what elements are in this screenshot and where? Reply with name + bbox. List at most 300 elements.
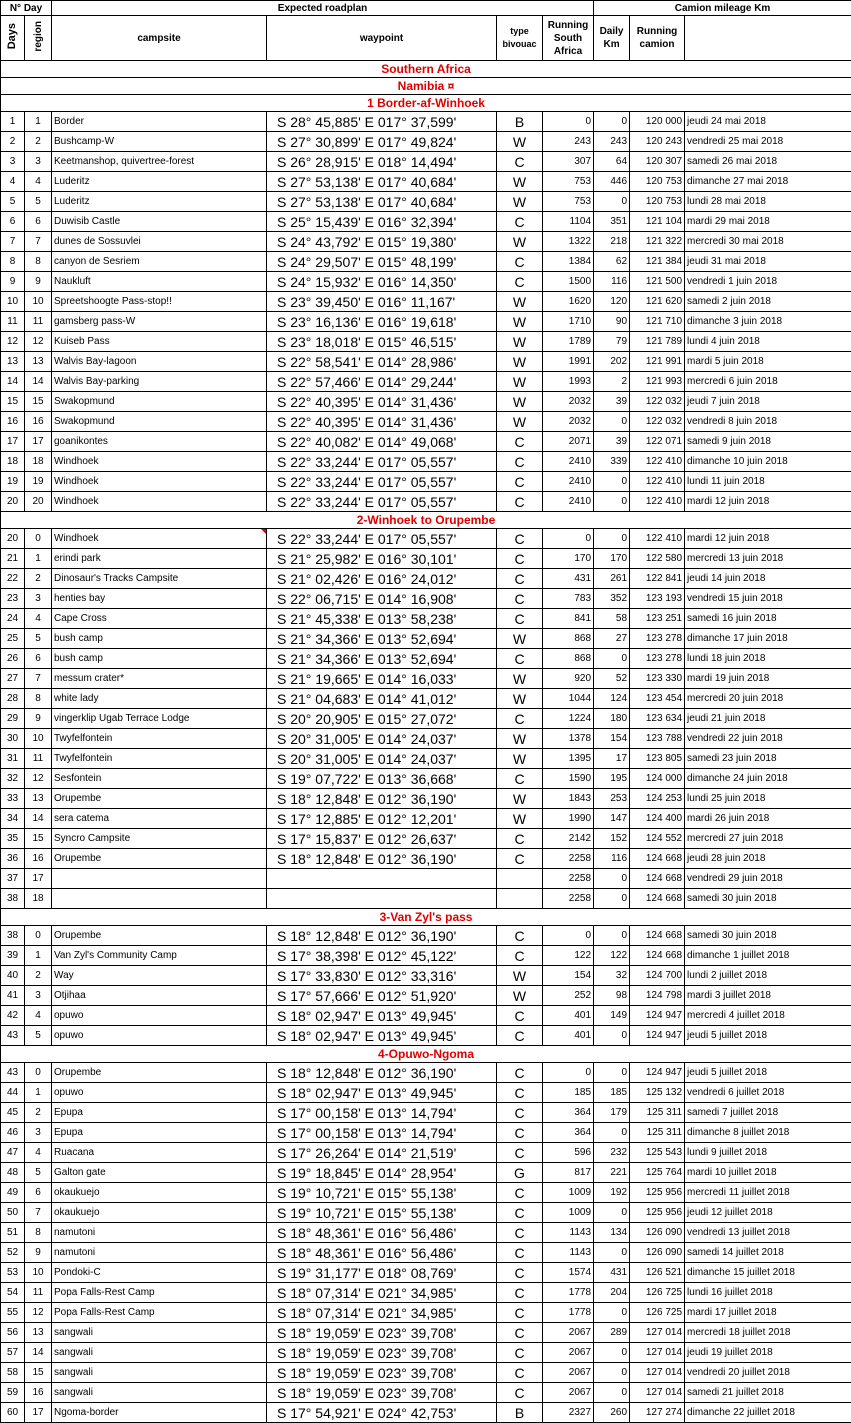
region-cell: 11 [25,1283,52,1303]
date-cell: mardi 10 juillet 2018 [685,1163,851,1183]
table-row [1,809,851,829]
daily-km-cell: 192 [594,1183,630,1203]
running-sa-cell: 2410 [543,452,594,472]
day-cell: 43 [1,1026,25,1046]
region-cell: 5 [25,629,52,649]
date-cell: samedi 23 juin 2018 [685,749,851,769]
running-sa-cell: 1991 [543,352,594,372]
day-cell: 42 [1,1006,25,1026]
date-cell: mercredi 27 juin 2018 [685,829,851,849]
running-sa-cell: 1789 [543,332,594,352]
waypoint-cell: S 18° 07,314' E 021° 34,985' [267,1283,497,1303]
day-cell: 18 [1,452,25,472]
region-cell: 1 [25,112,52,132]
campsite-cell: Otjihaa [52,986,267,1006]
daily-km-cell: 446 [594,172,630,192]
running-sa-cell: 1322 [543,232,594,252]
day-cell: 3 [1,152,25,172]
day-cell: 7 [1,232,25,252]
section-header-row [1,909,851,926]
running-sa-cell: 2258 [543,889,594,909]
waypoint-cell: S 19° 10,721' E 015° 55,138' [267,1183,497,1203]
table-row [1,1383,851,1403]
campsite-cell: vingerklip Ugab Terrace Lodge [52,709,267,729]
type-cell: C [497,432,543,452]
running-sa-cell: 841 [543,609,594,629]
day-cell: 48 [1,1163,25,1183]
running-sa-cell: 1044 [543,689,594,709]
day-cell: 57 [1,1343,25,1363]
day-cell: 17 [1,432,25,452]
table-row [1,529,851,549]
campsite-cell: canyon de Sesriem [52,252,267,272]
table-row [1,946,851,966]
region-cell: 8 [25,1223,52,1243]
waypoint-cell: S 19° 18,845' E 014° 28,954' [267,1163,497,1183]
waypoint-cell: S 22° 40,082' E 014° 49,068' [267,432,497,452]
running-sa-cell: 2327 [543,1403,594,1423]
campsite-header: campsite [52,16,267,61]
date-cell: dimanche 15 juillet 2018 [685,1263,851,1283]
running-sa-cell: 1843 [543,789,594,809]
campsite-cell: sangwali [52,1363,267,1383]
campsite-cell: namutoni [52,1223,267,1243]
type-cell [497,889,543,909]
daily-km-cell: 289 [594,1323,630,1343]
daily-km-cell: 195 [594,769,630,789]
day-cell: 50 [1,1203,25,1223]
day-cell: 16 [1,412,25,432]
running-sa-cell: 401 [543,1026,594,1046]
running-sa-cell: 401 [543,1006,594,1026]
running-sa-cell: 817 [543,1163,594,1183]
type-cell: C [497,1006,543,1026]
region-cell: 2 [25,132,52,152]
daily-km-header: Daily Km [594,16,630,61]
day-cell: 45 [1,1103,25,1123]
daily-km-cell: 351 [594,212,630,232]
waypoint-cell: S 18° 12,848' E 012° 36,190' [267,926,497,946]
type-cell: C [497,1283,543,1303]
waypoint-cell: S 25° 15,439' E 016° 32,394' [267,212,497,232]
type-cell: C [497,1303,543,1323]
table-row [1,589,851,609]
running-camion-cell: 125 132 [630,1083,685,1103]
type-cell: W [497,966,543,986]
date-cell: mardi 12 juin 2018 [685,492,851,512]
campsite-cell: Epupa [52,1123,267,1143]
running-camion-cell: 127 014 [630,1343,685,1363]
day-cell: 27 [1,669,25,689]
day-cell: 26 [1,649,25,669]
region-cell: 18 [25,889,52,909]
region-cell: 3 [25,1123,52,1143]
region-cell: 19 [25,472,52,492]
running-sa-header: Running South Africa [543,16,594,61]
waypoint-cell: S 17° 54,921' E 024° 42,753' [267,1403,497,1423]
running-camion-cell: 122 841 [630,569,685,589]
table-row [1,769,851,789]
waypoint-cell: S 17° 38,398' E 012° 45,122' [267,946,497,966]
type-cell: W [497,986,543,1006]
day-cell: 60 [1,1403,25,1423]
day-cell: 47 [1,1143,25,1163]
type-cell: C [497,1223,543,1243]
date-cell: mardi 19 juin 2018 [685,669,851,689]
running-sa-cell: 1143 [543,1223,594,1243]
region-cell: 13 [25,789,52,809]
region-cell: 20 [25,492,52,512]
type-cell: C [497,1363,543,1383]
campsite-cell: bush camp [52,649,267,669]
running-camion-cell: 124 552 [630,829,685,849]
waypoint-cell: S 21° 19,665' E 014° 16,033' [267,669,497,689]
campsite-cell: dunes de Sossuvlei [52,232,267,252]
date-cell: vendredi 13 juillet 2018 [685,1223,851,1243]
header-row-1 [1,1,851,16]
daily-km-cell: 39 [594,392,630,412]
type-cell: W [497,232,543,252]
region-cell: 6 [25,1183,52,1203]
running-sa-cell: 307 [543,152,594,172]
campsite-cell: Twyfelfontein [52,729,267,749]
running-camion-cell: 125 311 [630,1103,685,1123]
daily-km-cell: 0 [594,649,630,669]
daily-km-cell: 0 [594,192,630,212]
region-cell: 7 [25,232,52,252]
running-sa-cell: 0 [543,926,594,946]
region-cell: 10 [25,1263,52,1283]
campsite-cell: bush camp [52,629,267,649]
table-row [1,986,851,1006]
date-cell: mercredi 18 juillet 2018 [685,1323,851,1343]
date-cell: samedi 21 juillet 2018 [685,1383,851,1403]
running-camion-cell: 122 032 [630,412,685,432]
running-sa-cell: 868 [543,649,594,669]
running-camion-cell: 121 322 [630,232,685,252]
day-cell: 13 [1,352,25,372]
day-cell: 20 [1,529,25,549]
day-cell: 41 [1,986,25,1006]
running-camion-cell: 122 580 [630,549,685,569]
running-sa-cell: 2142 [543,829,594,849]
region-cell: 1 [25,1083,52,1103]
campsite-cell: Border [52,112,267,132]
running-sa-cell: 1104 [543,212,594,232]
daily-km-cell: 261 [594,569,630,589]
type-cell: W [497,689,543,709]
type-cell: W [497,352,543,372]
campsite-cell: Naukluft [52,272,267,292]
type-cell: C [497,1123,543,1143]
waypoint-cell: S 28° 45,885' E 017° 37,599' [267,112,497,132]
running-camion-cell: 125 956 [630,1183,685,1203]
running-sa-cell: 154 [543,966,594,986]
table-row [1,192,851,212]
mileage-header: Camion mileage Km [594,1,851,16]
campsite-cell: Ruacana [52,1143,267,1163]
date-cell: vendredi 1 juin 2018 [685,272,851,292]
day-cell: 37 [1,869,25,889]
campsite-cell: Windhoek [52,529,267,549]
running-camion-cell: 122 410 [630,529,685,549]
day-cell: 35 [1,829,25,849]
running-camion-cell: 120 000 [630,112,685,132]
table-row [1,709,851,729]
running-sa-cell: 1384 [543,252,594,272]
table-row [1,1303,851,1323]
campsite-cell: Kuiseb Pass [52,332,267,352]
days-header: Days [1,16,25,61]
waypoint-cell: S 22° 57,466' E 014° 29,244' [267,372,497,392]
running-sa-cell: 1143 [543,1243,594,1263]
date-cell: jeudi 7 juin 2018 [685,392,851,412]
type-cell: W [497,729,543,749]
table-row [1,152,851,172]
campsite-cell: namutoni [52,1243,267,1263]
waypoint-cell: S 24° 29,507' E 015° 48,199' [267,252,497,272]
type-cell: W [497,292,543,312]
daily-km-cell: 149 [594,1006,630,1026]
campsite-cell: Swakopmund [52,412,267,432]
day-cell: 24 [1,609,25,629]
day-cell: 20 [1,492,25,512]
running-camion-cell: 123 330 [630,669,685,689]
waypoint-header: waypoint [267,16,497,61]
daily-km-cell: 152 [594,829,630,849]
table-row [1,1283,851,1303]
running-camion-header: Running camion [630,16,685,61]
type-cell: C [497,926,543,946]
type-cell: C [497,152,543,172]
table-row [1,926,851,946]
daily-km-cell: 0 [594,472,630,492]
waypoint-cell: S 18° 12,848' E 012° 36,190' [267,849,497,869]
table-row [1,292,851,312]
daily-km-cell: 120 [594,292,630,312]
region-cell: 5 [25,192,52,212]
type-cell: C [497,472,543,492]
running-sa-cell: 1009 [543,1183,594,1203]
daily-km-cell: 185 [594,1083,630,1103]
running-camion-cell: 123 278 [630,649,685,669]
type-cell: C [497,272,543,292]
running-camion-cell: 124 000 [630,769,685,789]
waypoint-cell: S 17° 12,885' E 012° 12,201' [267,809,497,829]
region-cell: 14 [25,372,52,392]
table-row [1,649,851,669]
type-cell: W [497,332,543,352]
region-cell: 15 [25,392,52,412]
day-cell: 46 [1,1123,25,1143]
region-cell: 3 [25,589,52,609]
running-sa-cell: 431 [543,569,594,589]
day-cell: 2 [1,132,25,152]
type-cell: C [497,849,543,869]
region-cell: 0 [25,1063,52,1083]
day-cell: 59 [1,1383,25,1403]
waypoint-cell: S 24° 15,932' E 016° 14,350' [267,272,497,292]
type-cell: C [497,1343,543,1363]
date-cell: vendredi 15 juin 2018 [685,589,851,609]
running-camion-cell: 122 410 [630,492,685,512]
day-cell: 54 [1,1283,25,1303]
running-camion-cell: 124 400 [630,809,685,829]
campsite-cell: Ngoma-border [52,1403,267,1423]
date-cell: mercredi 30 mai 2018 [685,232,851,252]
type-cell: W [497,372,543,392]
running-sa-cell: 920 [543,669,594,689]
running-camion-cell: 127 014 [630,1323,685,1343]
campsite-cell: sangwali [52,1383,267,1403]
type-cell: G [497,1163,543,1183]
table-row [1,1263,851,1283]
type-cell: C [497,589,543,609]
region-cell: 13 [25,1323,52,1343]
type-cell: C [497,1143,543,1163]
daily-km-cell: 122 [594,946,630,966]
running-sa-cell: 2071 [543,432,594,452]
region-cell: 1 [25,946,52,966]
date-cell: lundi 11 juin 2018 [685,472,851,492]
table-row [1,212,851,232]
waypoint-cell: S 19° 07,722' E 013° 36,668' [267,769,497,789]
daily-km-cell: 204 [594,1283,630,1303]
daily-km-cell: 116 [594,272,630,292]
day-cell: 49 [1,1183,25,1203]
campsite-cell: gamsberg pass-W [52,312,267,332]
running-sa-cell: 1395 [543,749,594,769]
region-cell: 15 [25,1363,52,1383]
date-cell: vendredi 22 juin 2018 [685,729,851,749]
region-cell: 11 [25,312,52,332]
campsite-cell: messum crater* [52,669,267,689]
campsite-cell: henties bay [52,589,267,609]
date-cell: lundi 2 juillet 2018 [685,966,851,986]
region-cell: 17 [25,432,52,452]
campsite-cell: opuwo [52,1083,267,1103]
running-sa-cell: 252 [543,986,594,1006]
running-sa-cell: 2067 [543,1363,594,1383]
campsite-cell: Windhoek [52,492,267,512]
day-cell: 25 [1,629,25,649]
waypoint-cell: S 22° 33,244' E 017° 05,557' [267,472,497,492]
region-cell: 15 [25,829,52,849]
running-camion-cell: 126 521 [630,1263,685,1283]
running-camion-cell: 124 668 [630,946,685,966]
table-row [1,749,851,769]
table-row [1,1103,851,1123]
running-sa-cell: 185 [543,1083,594,1103]
campsite-cell: Popa Falls-Rest Camp [52,1303,267,1323]
day-cell: 29 [1,709,25,729]
table-row [1,472,851,492]
waypoint-cell: S 18° 19,059' E 023° 39,708' [267,1363,497,1383]
daily-km-cell: 17 [594,749,630,769]
day-cell: 8 [1,252,25,272]
running-sa-cell: 2067 [543,1323,594,1343]
waypoint-cell [267,889,497,909]
daily-km-cell: 232 [594,1143,630,1163]
region-cell: 8 [25,252,52,272]
campsite-cell: Cape Cross [52,609,267,629]
running-sa-cell: 0 [543,529,594,549]
waypoint-cell: S 27° 30,899' E 017° 49,824' [267,132,497,152]
section-title: 3-Van Zyl's pass [1,909,851,926]
waypoint-cell: S 17° 00,158' E 013° 14,794' [267,1123,497,1143]
date-cell: dimanche 24 juin 2018 [685,769,851,789]
date-cell: mardi 17 juillet 2018 [685,1303,851,1323]
running-sa-cell: 170 [543,549,594,569]
waypoint-cell: S 18° 07,314' E 021° 34,985' [267,1303,497,1323]
campsite-cell: Windhoek [52,452,267,472]
date-cell: dimanche 10 juin 2018 [685,452,851,472]
day-cell: 36 [1,849,25,869]
type-cell: C [497,946,543,966]
waypoint-cell: S 18° 12,848' E 012° 36,190' [267,789,497,809]
campsite-cell: opuwo [52,1006,267,1026]
running-camion-cell: 121 789 [630,332,685,352]
running-camion-cell: 123 193 [630,589,685,609]
type-cell: W [497,172,543,192]
region-cell: 4 [25,1143,52,1163]
running-camion-cell: 124 947 [630,1006,685,1026]
date-cell: mardi 5 juin 2018 [685,352,851,372]
running-camion-cell: 121 993 [630,372,685,392]
region-cell: 10 [25,292,52,312]
running-sa-cell: 596 [543,1143,594,1163]
type-cell: W [497,789,543,809]
running-camion-cell: 124 798 [630,986,685,1006]
table-row [1,1223,851,1243]
table-row [1,669,851,689]
date-cell: jeudi 5 juillet 2018 [685,1063,851,1083]
running-sa-cell: 783 [543,589,594,609]
table-row [1,966,851,986]
table-row [1,869,851,889]
type-cell: W [497,192,543,212]
namibia-band: Namibia ¤ [1,78,851,95]
waypoint-cell: S 18° 02,947' E 013° 49,945' [267,1083,497,1103]
running-sa-cell: 1620 [543,292,594,312]
running-camion-cell: 120 753 [630,192,685,212]
running-camion-cell: 120 307 [630,152,685,172]
waypoint-cell: S 18° 02,947' E 013° 49,945' [267,1006,497,1026]
date-cell: mardi 29 mai 2018 [685,212,851,232]
waypoint-cell: S 22° 33,244' E 017° 05,557' [267,492,497,512]
running-camion-cell: 123 278 [630,629,685,649]
running-sa-cell: 364 [543,1123,594,1143]
waypoint-cell: S 26° 28,915' E 018° 14,494' [267,152,497,172]
day-cell: 1 [1,112,25,132]
type-cell: B [497,1403,543,1423]
table-row [1,1006,851,1026]
date-cell: mercredi 6 juin 2018 [685,372,851,392]
table-row [1,1123,851,1143]
region-cell: 4 [25,609,52,629]
section-title: 1 Border-af-Winhoek [1,95,851,112]
region-cell: 2 [25,569,52,589]
running-camion-cell: 123 454 [630,689,685,709]
table-row [1,1343,851,1363]
running-camion-cell: 125 311 [630,1123,685,1143]
date-cell: mardi 12 juin 2018 [685,529,851,549]
table-row [1,172,851,192]
running-sa-cell: 1574 [543,1263,594,1283]
date-cell: lundi 4 juin 2018 [685,332,851,352]
running-sa-cell: 1590 [543,769,594,789]
running-camion-cell: 120 243 [630,132,685,152]
